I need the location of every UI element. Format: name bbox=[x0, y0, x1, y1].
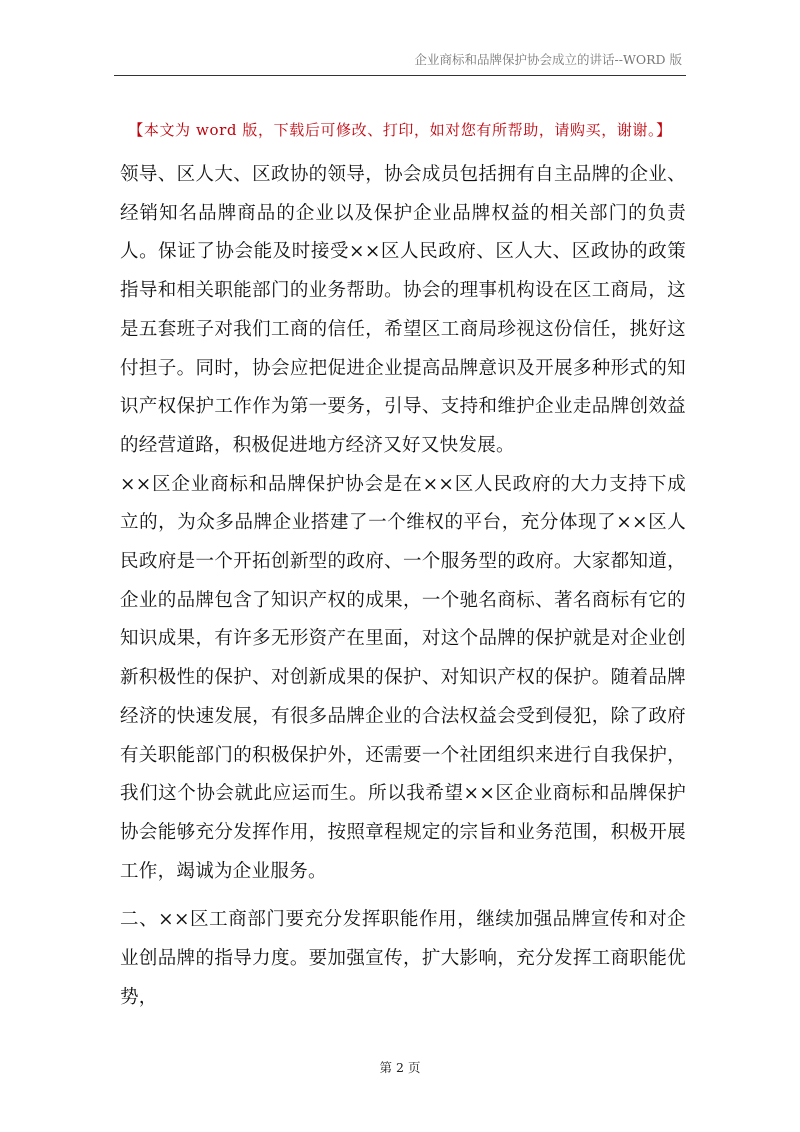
page-number: 第 2 页 bbox=[379, 1060, 421, 1075]
paragraph-3: 二、××区工商部门要充分发挥职能作用，继续加强品牌宣传和对企业创品牌的指导力度。要加强宣传，扩大影响，充分发挥工商职能优势， bbox=[120, 909, 686, 1008]
header-divider bbox=[114, 75, 686, 76]
page-header-title: 企业商标和品牌保护协会成立的讲话--WORD 版 bbox=[414, 52, 682, 67]
download-notice: 【本文为 word 版，下载后可修改、打印，如对您有所帮助，请购买，谢谢。】 bbox=[128, 121, 672, 139]
paragraph-1: 领导、区人大、区政协的领导，协会成员包括拥有自主品牌的企业、经销知名品牌商品的企业以及保护企业品牌权益的相关部门的负责人。保证了协会能及时接受××区人民政府、区人大、区政协的政策指导和相关职能部门的业务帮助。协会的理事机构设在区工商局，这是五套班子对我们工商的信任，希望区工商局珍视这份信任，挑好这付担子。同时，协会应把促进企业提高品牌意识及开展多种形式的知识产权保护工作作为第一要务，引导、支持和维护企业走品牌创效益的经营道路，积极促进地方经济又好又快发展。 bbox=[120, 164, 686, 456]
document-body bbox=[120, 156, 686, 1017]
paragraph-2: ××区企业商标和品牌保护协会是在××区人民政府的大力支持下成立的，为众多品牌企业搭建了一个维权的平台，充分体现了××区人民政府是一个开拓创新型的政府、一个服务型的政府。大家都知道，企业的品牌包含了知识产权的成果，一个驰名商标、著名商标有它的知识成果，有许多无形资产在里面，对这个品牌的保护就是对企业创新积极性的保护、对创新成果的保护、对知识产权的保护。随着品牌经济的快速发展，有很多品牌企业的合法权益会受到侵犯，除了政府有关职能部门的积极保护外，还需要一个社团组织来进行自我保护，我们这个协会就此应运而生。所以我希望××区企业商标和品牌保护协会能够充分发挥作用，按照章程规定的宗旨和业务范围，积极开展工作，竭诚为企业服务。 bbox=[120, 473, 686, 882]
